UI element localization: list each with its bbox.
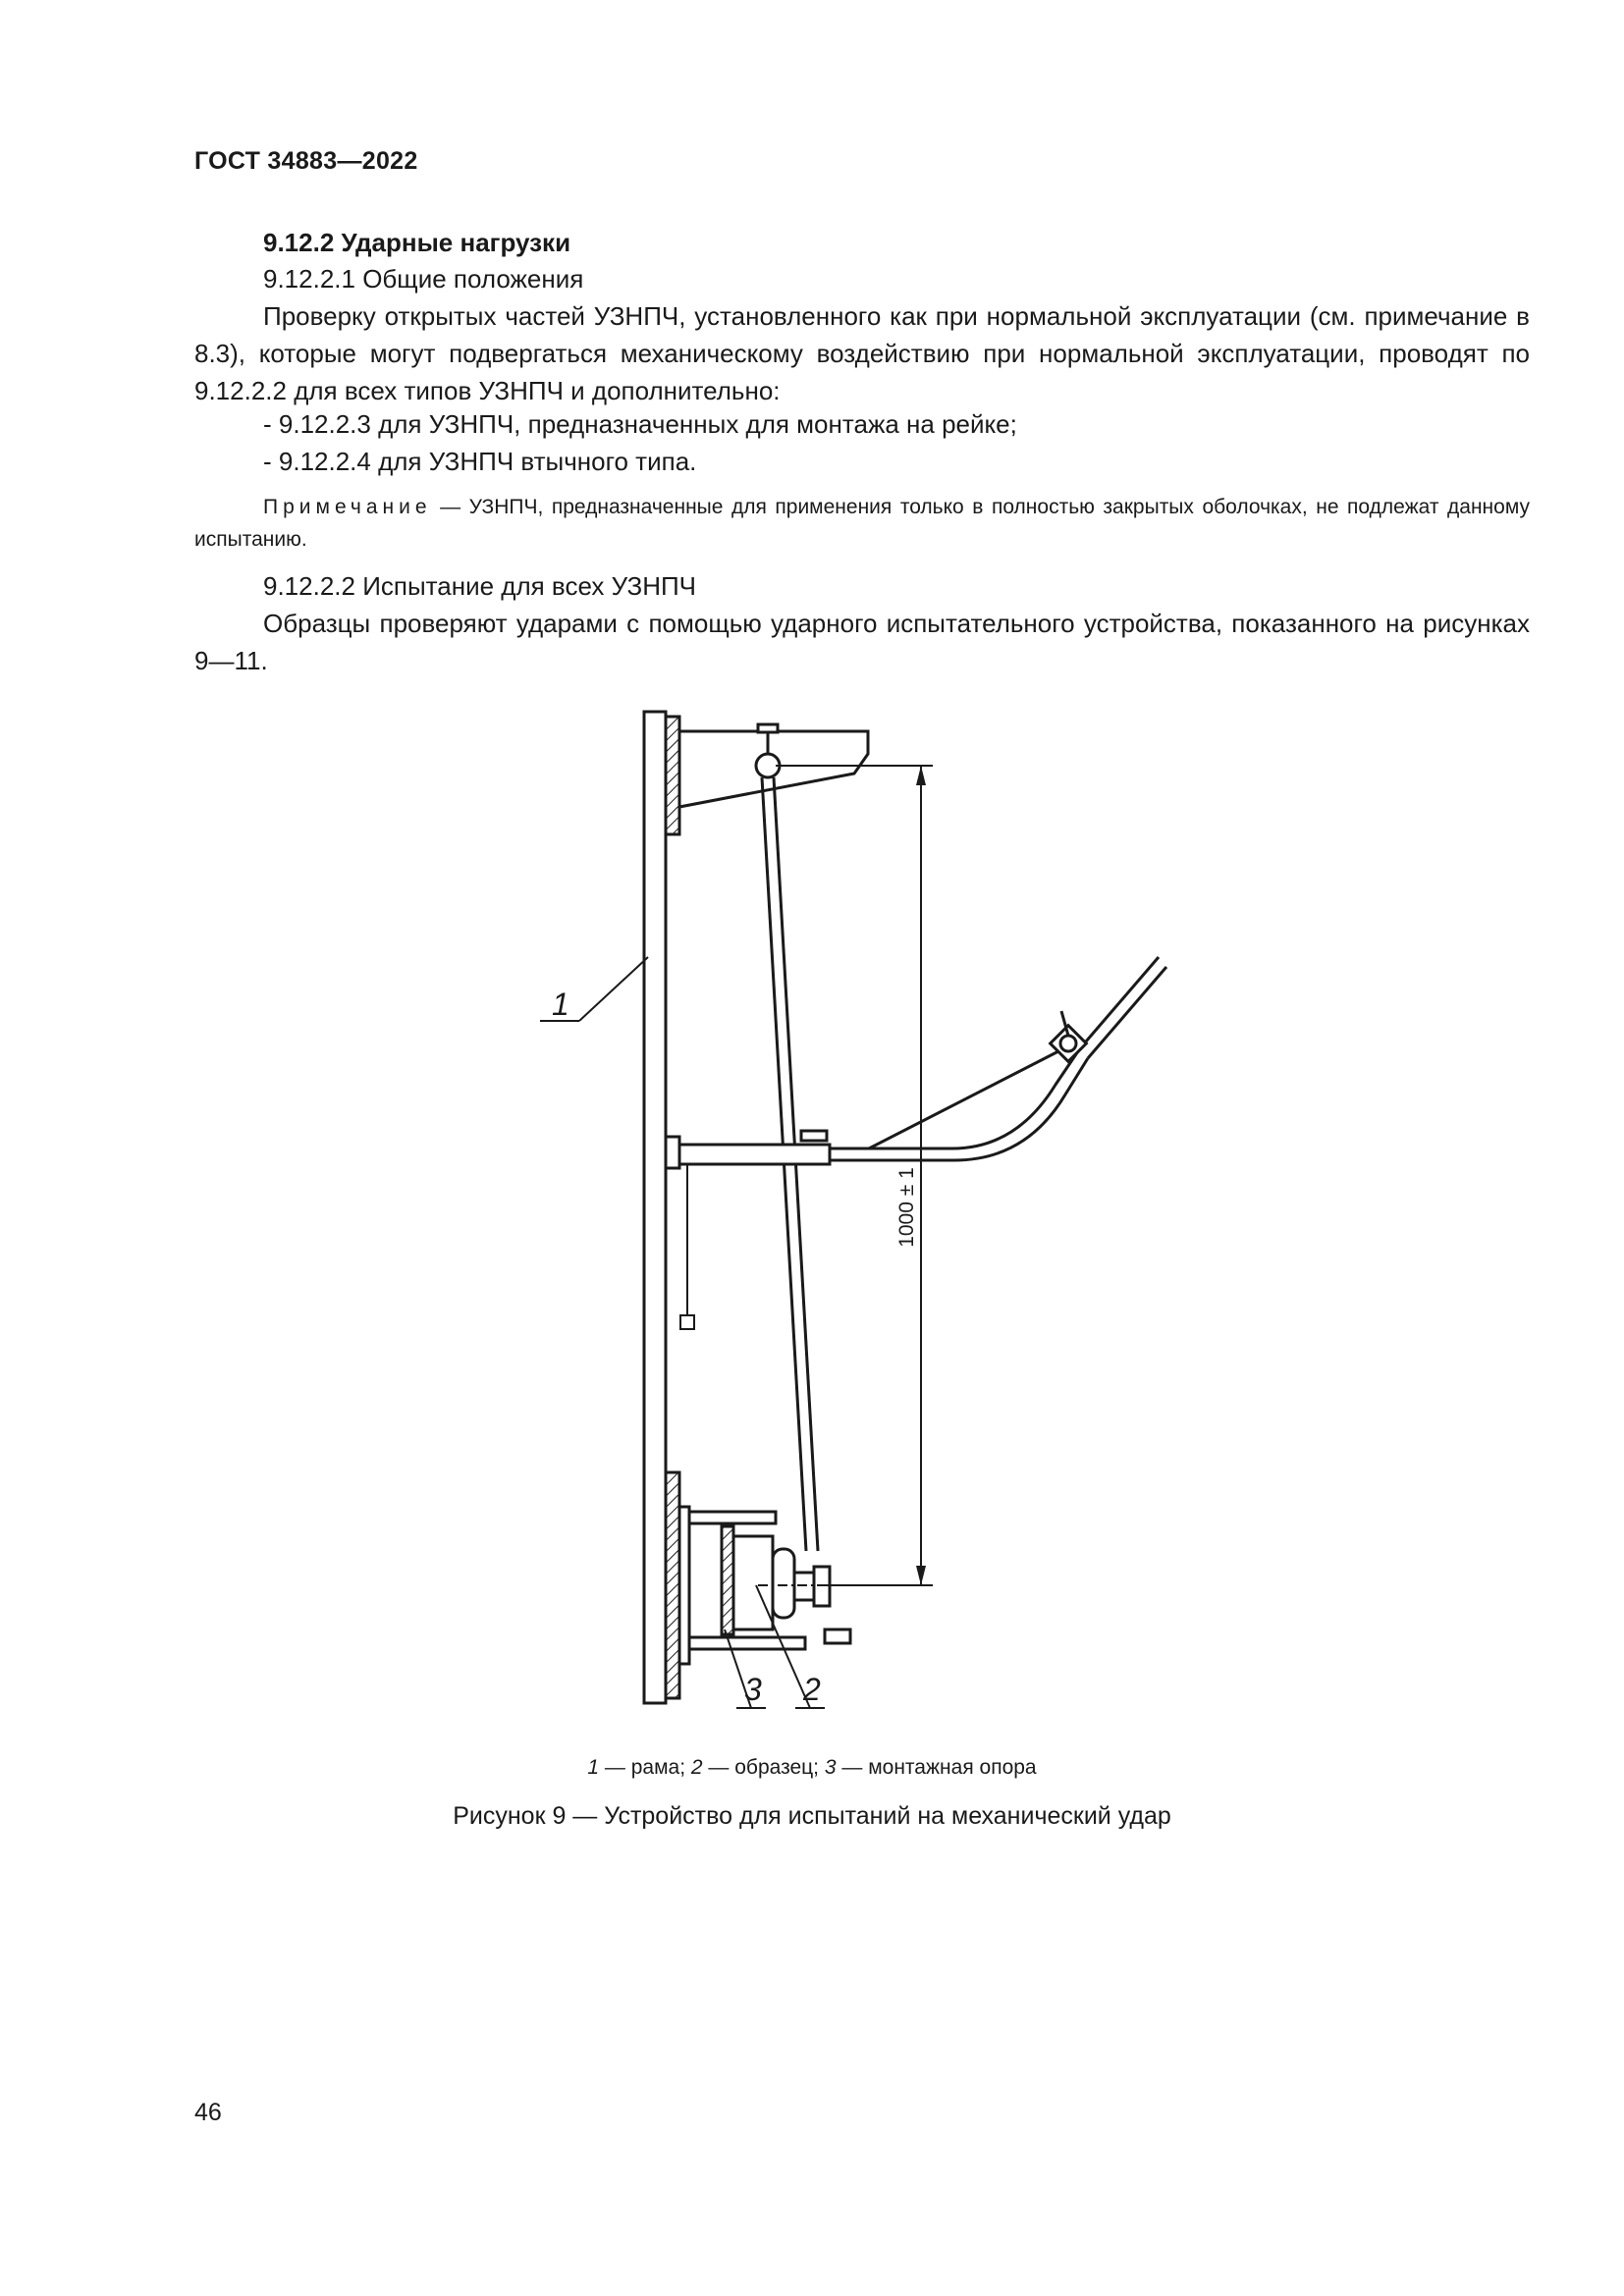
frame-board	[644, 712, 666, 1703]
specimen	[733, 1536, 773, 1629]
specimen-face	[773, 1549, 794, 1618]
leader-frame	[579, 957, 648, 1021]
figure-caption: Рисунок 9 — Устройство для испытаний на механический удар	[453, 1802, 1171, 1830]
legend-text-1: — рама;	[599, 1756, 691, 1779]
dim-arrow-top	[916, 766, 926, 785]
specimen-back	[722, 1526, 733, 1634]
note-label: Примечание	[263, 496, 432, 518]
label-support: 3	[744, 1672, 762, 1707]
arm-mount	[666, 1137, 679, 1168]
handle-top	[1080, 957, 1159, 1048]
subsection-test-all: 9.12.2.2 Испытание для всех УЗНПЧ	[263, 571, 697, 601]
impact-test-apparatus-figure	[530, 687, 1237, 1747]
legend-num-1: 1	[587, 1756, 600, 1779]
legend-num-2: 2	[690, 1756, 703, 1779]
legend-text-2: — образец;	[702, 1756, 825, 1779]
paragraph-test-all: Образцы проверяют ударами с помощью ударного испытательного устройства, показанного на рисунках 9—11.	[194, 609, 1530, 675]
arm-curve-bottom	[830, 1058, 1088, 1160]
dimension-label: 1000 ± 1	[895, 1167, 918, 1248]
figure-legend	[0, 1756, 1624, 1780]
latch-pin	[1060, 1036, 1076, 1051]
top-mount-plate	[666, 717, 679, 834]
legend-num-3: 3	[824, 1756, 837, 1779]
handle-bottom	[1088, 967, 1166, 1058]
pivot-screw-head	[758, 724, 778, 732]
note-text: — УЗНПЧ, предназначенные для применения только в полностью закрытых оболочках, не подлежат данному испытанию.	[194, 496, 1530, 551]
label-specimen: 2	[803, 1672, 821, 1707]
note-block	[194, 491, 1530, 556]
dim-arrow-bottom	[916, 1566, 926, 1585]
paragraph-general: Проверку открытых частей УЗНПЧ, установленного как при нормальной эксплуатации (см. примечание в 8.3), которые могут подвергаться механическому воздействию при нормальной эксплуатации, проводят по 9.12.2.2 для всех типов УЗНПЧ и дополнительно:	[194, 301, 1530, 405]
mounting-support-top	[689, 1512, 776, 1523]
cord-weight	[680, 1315, 694, 1329]
adjust-knob	[825, 1629, 850, 1643]
list-item-rail: - 9.12.2.3 для УЗНПЧ, предназначенных для монтажа на рейке;	[263, 409, 1017, 439]
section-title: 9.12.2 Ударные нагрузки	[263, 228, 571, 257]
legend-text-3: — монтажная опора	[836, 1756, 1037, 1779]
release-arm	[679, 1145, 830, 1164]
page-number: 46	[194, 2099, 222, 2126]
mounting-support-bottom	[689, 1637, 805, 1649]
list-item-plugin: - 9.12.2.4 для УЗНПЧ втычного типа.	[263, 447, 697, 476]
arm-curve-top	[830, 1048, 1080, 1148]
standard-header: ГОСТ 34883—2022	[194, 147, 418, 175]
arm-clamp	[801, 1131, 827, 1141]
label-frame: 1	[552, 987, 569, 1022]
bottom-mount-plate	[666, 1472, 679, 1698]
subsection-general: 9.12.2.1 Общие положения	[263, 264, 584, 294]
